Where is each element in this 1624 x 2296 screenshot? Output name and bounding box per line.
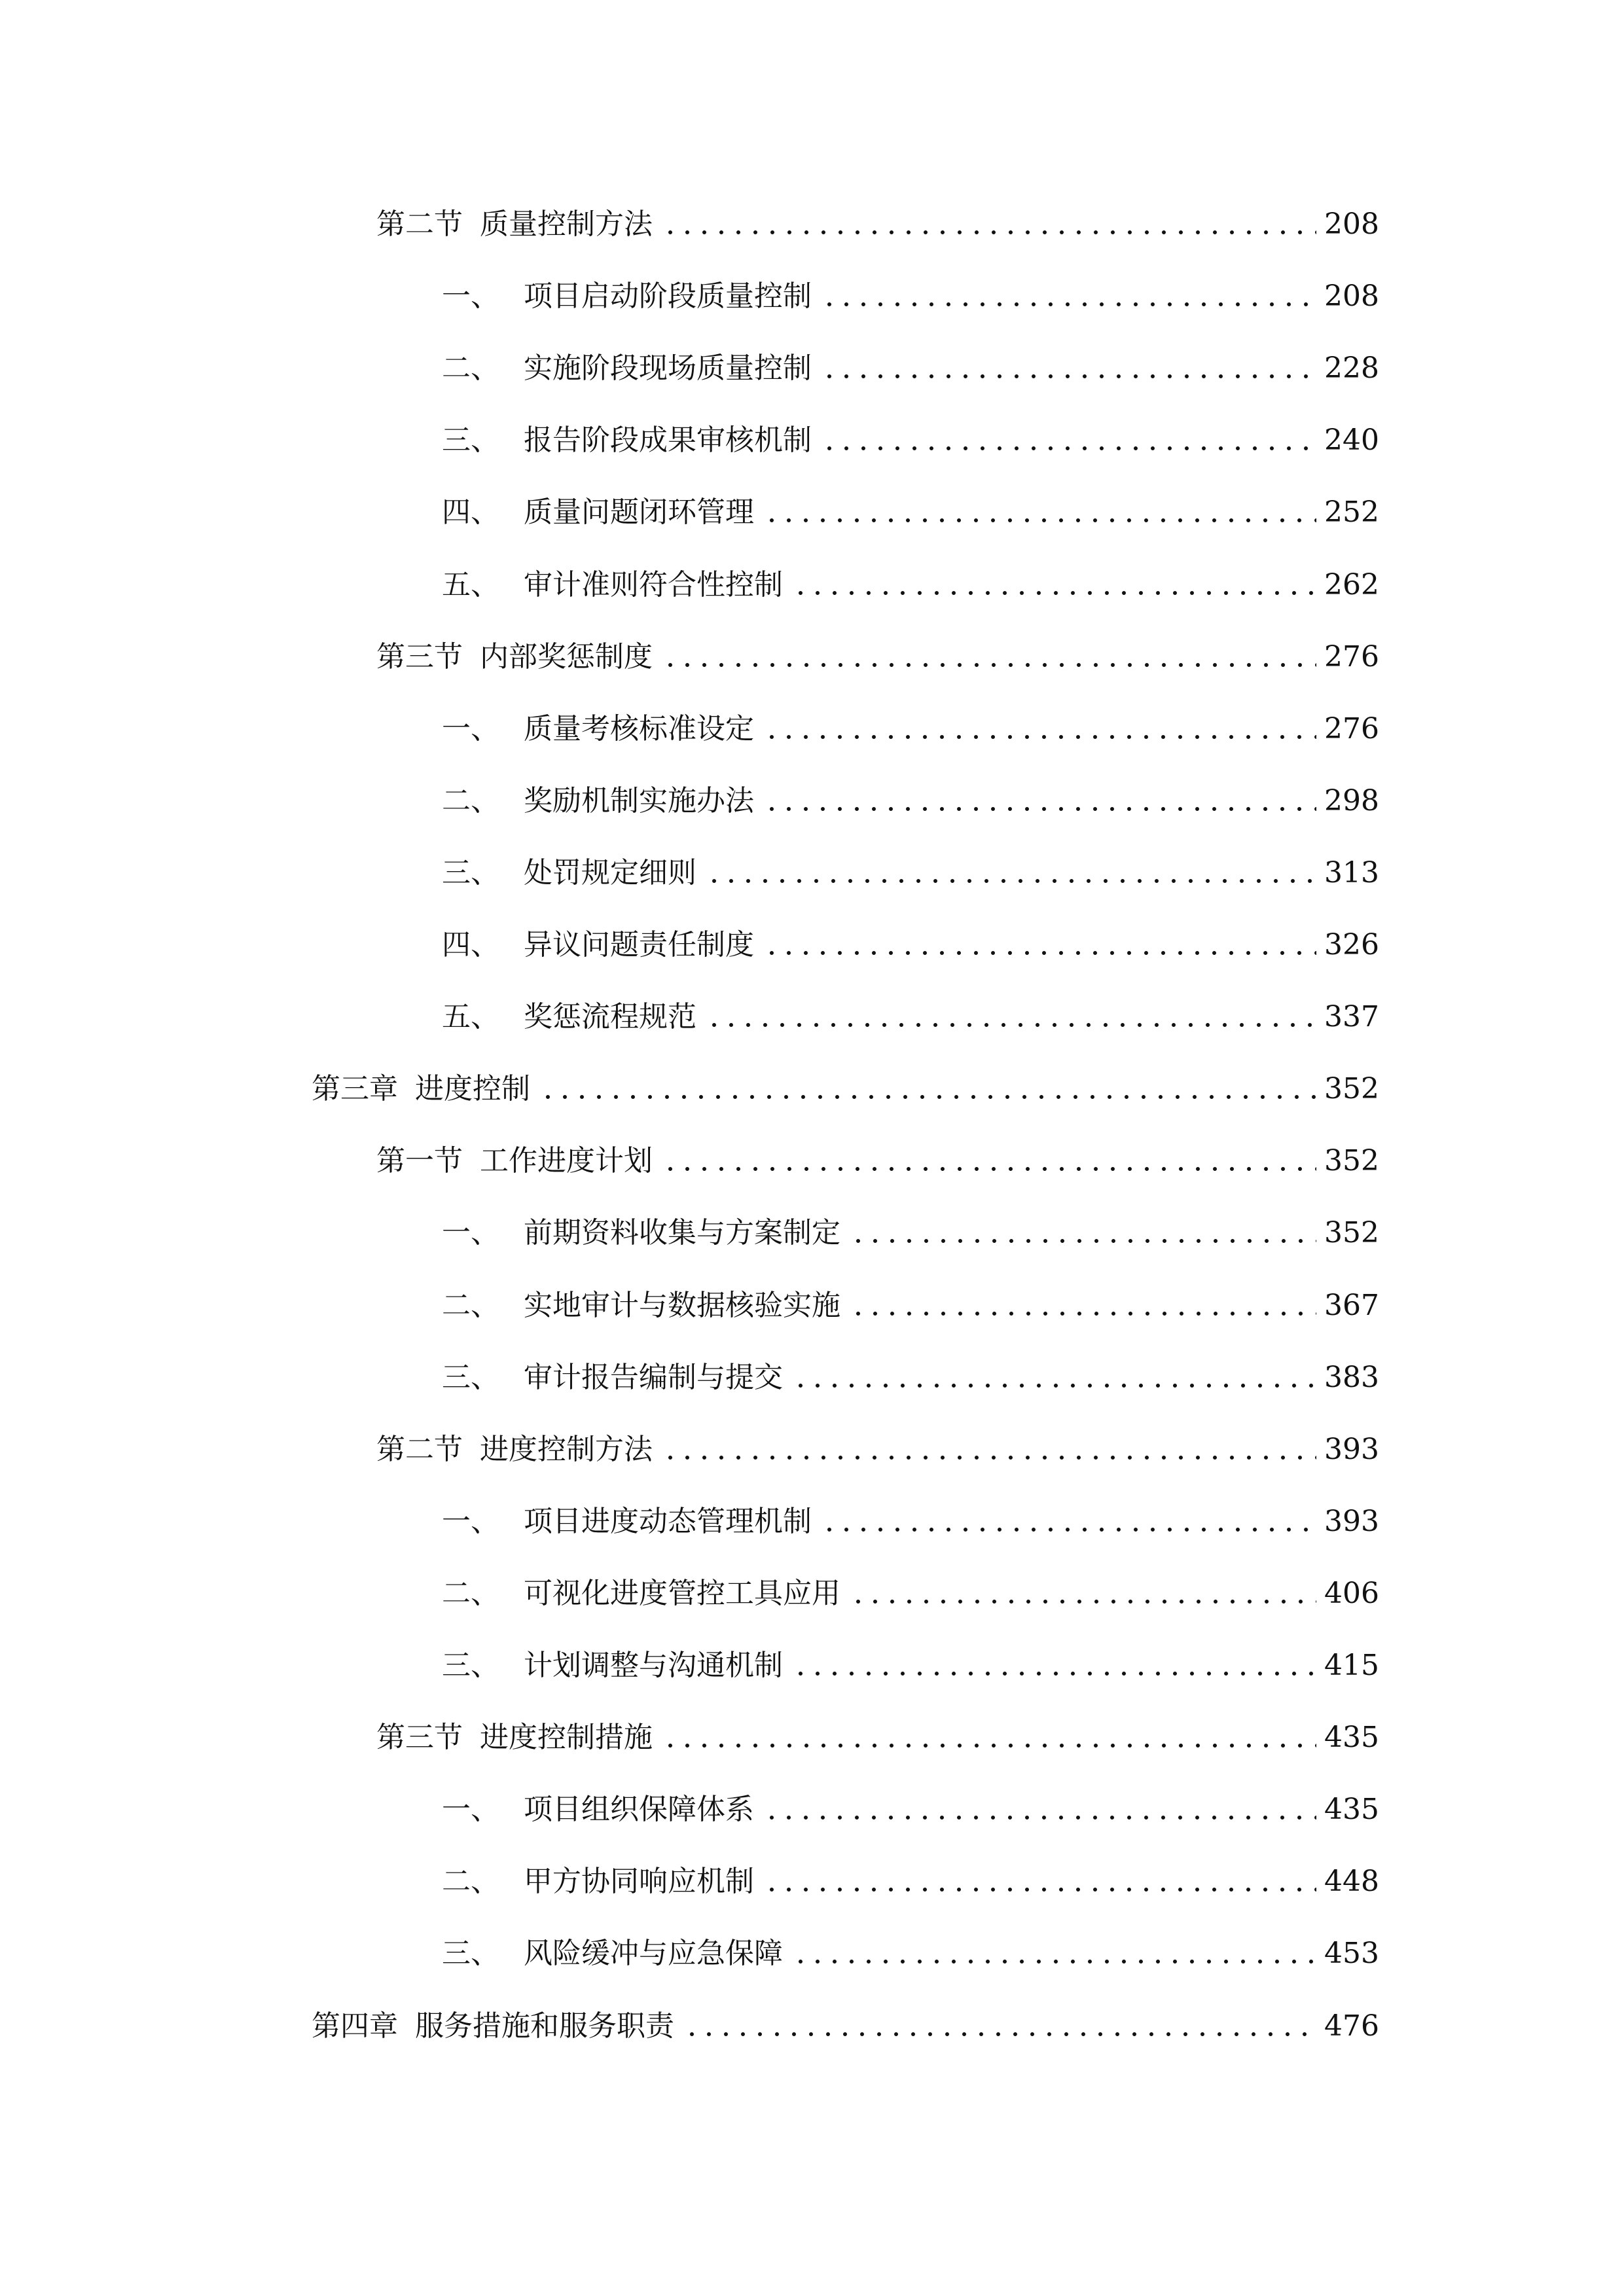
toc-entry-item[interactable] [442,403,1379,455]
toc-entry-page-number: 406 [1324,1577,1379,1610]
toc-entry-page-number: 276 [1324,640,1379,673]
toc-entry-section[interactable] [376,1700,1379,1752]
dot-leader [683,2031,1316,2037]
toc-entry-item[interactable] [442,475,1379,527]
dot-leader [763,806,1316,812]
toc-entry-page-number: 453 [1324,1937,1379,1970]
toc-entry-title: 进度控制方法 [480,1433,653,1466]
dot-leader [821,373,1316,380]
toc-entry-number: 二、 [442,1289,499,1322]
toc-entry-item[interactable] [442,1268,1379,1320]
toc-entry-number: 二、 [442,1577,499,1610]
toc-entry-item[interactable] [442,1340,1379,1392]
toc-entry-number: 一、 [442,279,499,313]
toc-entry-title: 审计报告编制与提交 [524,1361,783,1394]
toc-entry-item[interactable] [442,691,1379,744]
toc-entry-title: 项目组织保障体系 [524,1793,754,1826]
toc-entry-page-number: 393 [1324,1433,1379,1466]
toc-entry-item[interactable] [442,835,1379,888]
toc-entry-item[interactable] [442,1195,1379,1247]
toc-entry-number: 第二节 [376,1433,463,1466]
toc-entry-title: 可视化进度管控工具应用 [524,1577,840,1610]
toc-entry-title: 进度控制 [415,1072,530,1105]
toc-entry-title: 报告阶段成果审核机制 [524,423,812,457]
toc-entry-page-number: 435 [1324,1721,1379,1754]
toc-entry-title: 审计准则符合性控制 [524,568,783,601]
toc-entry-chapter[interactable] [312,1988,1379,2041]
toc-entry-chapter[interactable] [312,1051,1379,1103]
toc-entry-title: 服务措施和服务职责 [415,2009,674,2043]
toc-entry-page-number: 352 [1324,1144,1379,1177]
toc-entry-number: 三、 [442,1361,499,1394]
toc-entry-title: 风险缓冲与应急保障 [524,1937,783,1970]
toc-entry-item[interactable] [442,763,1379,816]
toc-entry-page-number: 352 [1324,1216,1379,1249]
toc-entry-item[interactable] [442,979,1379,1031]
toc-entry-page-number: 228 [1324,351,1379,385]
toc-entry-number: 四、 [442,495,499,529]
toc-entry-title: 奖惩流程规范 [524,1000,696,1033]
toc-entry-title: 异议问题责任制度 [524,928,754,961]
dot-leader [706,1022,1316,1028]
toc-entry-number: 第二节 [376,207,463,241]
toc-entry-number: 二、 [442,351,499,385]
toc-entry-title: 实地审计与数据核验实施 [524,1289,840,1322]
dot-leader [662,1166,1316,1172]
toc-entry-page-number: 252 [1324,495,1379,529]
toc-entry-item[interactable] [442,1556,1379,1608]
toc-entry-page-number: 326 [1324,928,1379,961]
toc-entry-item[interactable] [442,1628,1379,1680]
dot-leader [763,950,1316,956]
toc-entry-number: 第三章 [312,1072,398,1105]
toc-entry-section[interactable] [376,619,1379,672]
dot-leader [850,1598,1316,1605]
toc-entry-title: 项目启动阶段质量控制 [524,279,812,313]
toc-entry-title: 质量控制方法 [480,207,653,241]
dot-leader [850,1310,1316,1317]
toc-entry-section[interactable] [376,1412,1379,1464]
toc-entry-number: 一、 [442,712,499,745]
toc-entry-title: 内部奖惩制度 [480,640,653,673]
dot-leader [792,1958,1316,1965]
toc-entry-number: 二、 [442,1865,499,1898]
toc-entry-section[interactable] [376,1123,1379,1175]
dot-leader [662,229,1316,236]
toc-entry-number: 三、 [442,423,499,457]
dot-leader [763,1814,1316,1821]
toc-entry-page-number: 383 [1324,1361,1379,1394]
dot-leader [662,662,1316,668]
toc-entry-number: 一、 [442,1505,499,1538]
toc-entry-section[interactable] [376,187,1379,239]
toc-entry-number: 三、 [442,1649,499,1682]
dot-leader [763,1886,1316,1893]
dot-leader [792,1382,1316,1389]
toc-entry-number: 二、 [442,784,499,817]
toc-entry-title: 奖励机制实施办法 [524,784,754,817]
toc-entry-number: 五、 [442,568,499,601]
toc-entry-title: 质量问题闭环管理 [524,495,754,529]
dot-leader [763,734,1316,740]
dot-leader [821,1526,1316,1533]
toc-entry-item[interactable] [442,331,1379,383]
toc-entry-number: 四、 [442,928,499,961]
toc-entry-page-number: 352 [1324,1072,1379,1105]
toc-entry-title: 前期资料收集与方案制定 [524,1216,840,1249]
toc-entry-page-number: 415 [1324,1649,1379,1682]
dot-leader [792,1670,1316,1677]
dot-leader [821,301,1316,308]
toc-entry-title: 质量考核标准设定 [524,712,754,745]
dot-leader [662,1454,1316,1461]
dot-leader [539,1094,1316,1100]
toc-entry-page-number: 393 [1324,1505,1379,1538]
toc-entry-page-number: 337 [1324,1000,1379,1033]
dot-leader [850,1238,1316,1244]
toc-entry-page-number: 276 [1324,712,1379,745]
dot-leader [662,1742,1316,1749]
toc-entry-item[interactable] [442,1916,1379,1968]
dot-leader [763,517,1316,524]
toc-entry-page-number: 240 [1324,423,1379,457]
toc-entry-number: 三、 [442,856,499,889]
toc-entry-title: 计划调整与沟通机制 [524,1649,783,1682]
toc-entry-number: 第四章 [312,2009,398,2043]
toc-entry-title: 处罚规定细则 [524,856,696,889]
toc-entry-item[interactable] [442,547,1379,600]
toc-entry-item[interactable] [442,1484,1379,1536]
toc-entry-page-number: 313 [1324,856,1379,889]
toc-entry-page-number: 476 [1324,2009,1379,2043]
toc-entry-page-number: 298 [1324,784,1379,817]
toc-entry-title: 项目进度动态管理机制 [524,1505,812,1538]
toc-entry-number: 五、 [442,1000,499,1033]
dot-leader [706,878,1316,884]
toc-entry-item[interactable] [442,907,1379,960]
toc-entry-item[interactable] [442,259,1379,311]
toc-entry-title: 实施阶段现场质量控制 [524,351,812,385]
toc-entry-title: 进度控制措施 [480,1721,653,1754]
toc-entry-number: 第三节 [376,640,463,673]
toc-entry-page-number: 435 [1324,1793,1379,1826]
toc-entry-title: 甲方协同响应机制 [524,1865,754,1898]
toc-entry-number: 第一节 [376,1144,463,1177]
toc-entry-page-number: 262 [1324,568,1379,601]
toc-entry-item[interactable] [442,1844,1379,1896]
toc-entry-page-number: 208 [1324,279,1379,313]
toc-entry-page-number: 208 [1324,207,1379,241]
toc-entry-number: 一、 [442,1793,499,1826]
toc-entry-number: 一、 [442,1216,499,1249]
toc-entry-page-number: 367 [1324,1289,1379,1322]
toc-entry-number: 三、 [442,1937,499,1970]
dot-leader [792,590,1316,596]
toc-entry-page-number: 448 [1324,1865,1379,1898]
dot-leader [821,445,1316,452]
toc-entry-number: 第三节 [376,1721,463,1754]
toc-entry-title: 工作进度计划 [480,1144,653,1177]
toc-entry-item[interactable] [442,1772,1379,1824]
